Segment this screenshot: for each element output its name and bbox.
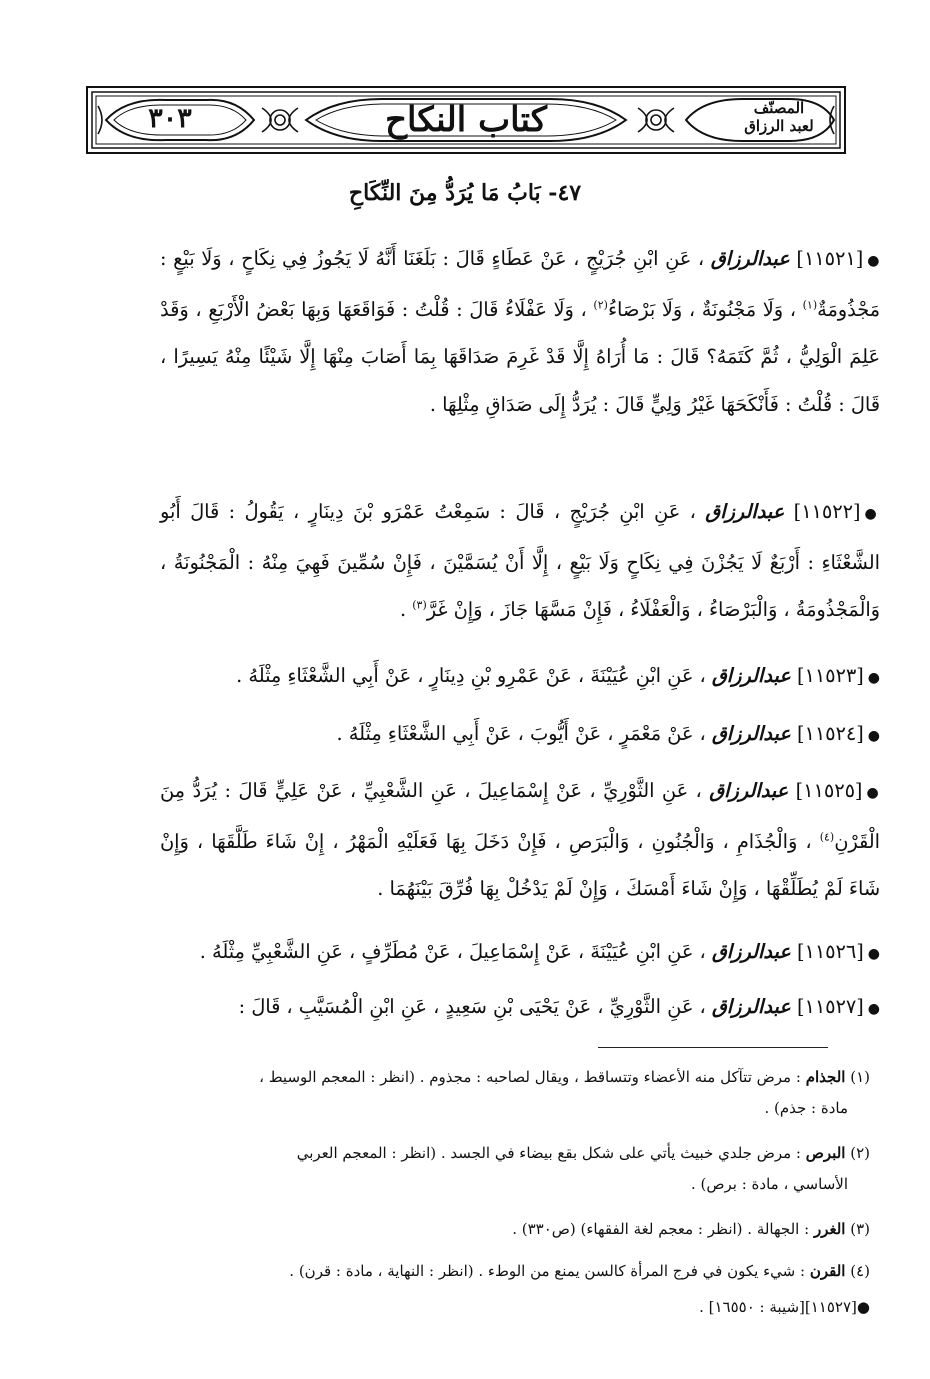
hadith-text: ، عَنِ ابْنِ جُرَيْجٍ ، قَالَ : سَمِعْتُ عَمْرَو بْنَ دِينَارٍ ، يَقُولُ : قَالَ أَبُو الشَّعْثَاءِ : أَرْبَعٌ لَا يَجُزْنَ فِي نِكَاحٍ وَلَا بَيْعٍ ، إِلَّا أَنْ يُسَمَّيْنَ ، فَإِنْ سُمِّينَ فَهِيَ مِنْهُ : الْمَجْنُونَةُ ، وَالْمَجْذُومَةُ ، وَالْبَرْصَاءُ ، وَالْعَفْلَاءُ ، فَإِنْ مَسَّهَا جَازَ ، وَإِنْ غَرَّ xyxy=(160,500,880,621)
footnote-text: : مرض جلدي خبيث يأتي على شكل بقع بيضاء في الجسد . (انظر : المعجم العربي xyxy=(296,1144,801,1162)
hadith-text: ، عَنِ الثَّوْرِيِّ ، عَنْ يَحْيَى بْنِ سَعِيدٍ ، عَنِ ابْنِ الْمُسَيَّبِ ، قَالَ : xyxy=(238,995,706,1018)
footnote-ref: (١) xyxy=(802,298,818,312)
footnote xyxy=(160,1256,870,1287)
hadith-number: [١١٥٢٥] xyxy=(795,779,863,802)
bullet: ● xyxy=(867,946,880,962)
hadith-number: [١١٥٢٧] xyxy=(796,995,864,1018)
footnote-term: البرص xyxy=(805,1144,846,1162)
footnote-marker: (٤) xyxy=(850,1262,870,1280)
hadith-paragraph xyxy=(160,710,880,761)
narrator-name: عبدالرزاق xyxy=(711,722,791,745)
chapter-title: ٤٧- بَابُ مَا يُرَدُّ مِنَ النِّكَاحِ xyxy=(348,180,582,206)
book-title: كتاب النكاح xyxy=(385,100,547,140)
hadith-number: [١١٥٢٢] xyxy=(793,500,861,523)
bullet: ● xyxy=(866,785,880,801)
footnote-text: الأساسي ، مادة : برص) . xyxy=(690,1175,848,1193)
narrator-name: عبدالرزاق xyxy=(709,779,789,802)
narrator-name: عبدالرزاق xyxy=(711,995,791,1018)
bullet: ● xyxy=(867,253,880,269)
page-header xyxy=(86,86,846,154)
footnote-marker: (٣) xyxy=(850,1220,870,1238)
bullet: ● xyxy=(864,506,880,522)
book-badge-line2: لعبد الرزاق xyxy=(744,117,814,135)
narrator-name: عبدالرزاق xyxy=(711,940,791,963)
reference-line xyxy=(160,1292,870,1323)
hadith-number: [١١٥٢٦] xyxy=(796,940,864,963)
source-reference: [شيبة : ١٦٥٥٠] . xyxy=(699,1298,805,1316)
footnote-term: القرن xyxy=(809,1262,846,1280)
hadith-paragraph xyxy=(160,928,880,979)
hadith-text: ، عَنِ ابْنِ عُيَيْنَةَ ، عَنْ عَمْرِو بْنِ دِينَارٍ ، عَنْ أَبِي الشَّعْثَاءِ مِثْلَهُ . xyxy=(236,664,706,687)
footnote-marker: (٢) xyxy=(850,1144,870,1162)
footnote-term: الجذام xyxy=(805,1068,846,1086)
footnote-term: الغرر xyxy=(813,1220,846,1238)
hadith-number: [١١٥٢٣] xyxy=(796,664,864,687)
bullet: ● xyxy=(867,670,880,686)
hadith-text: ، عَنِ ابْنِ جُرَيْجٍ ، عَنْ عَطَاءٍ قَالَ : بَلَغَنَا أَنَّهُ لَا يَجُوزُ فِي نِكَاحٍ ، وَلَا بَيْعٍ : مَجْذُومَةٌ xyxy=(160,247,880,321)
bullet: ● xyxy=(867,728,880,744)
hadith-paragraph xyxy=(160,235,880,428)
hadith-paragraph xyxy=(160,488,880,634)
hadith-paragraph xyxy=(160,767,880,913)
hadith-paragraph xyxy=(160,983,880,1034)
hadith-text: . xyxy=(399,598,407,621)
narrator-name: عبدالرزاق xyxy=(705,500,785,523)
footnote-text: مادة : جذم) . xyxy=(764,1099,848,1117)
footnote xyxy=(160,1062,870,1124)
bullet: ● xyxy=(867,1001,880,1017)
hadith-text: ، وَالْجُذَامِ ، وَالْجُنُونِ ، وَالْبَرَصِ ، فَإِنْ دَخَلَ بِهَا فَعَلَيْهِ الْمَهْرُ ، إِنْ شَاءَ طَلَّقَهَا ، وَإِنْ شَاءَ لَمْ يُطَلِّقْهَا ، وَإِنْ شَاءَ أَمْسَكَ ، وَإِنْ لَمْ يَدْخُلْ بِهَا فُرِّقَ بَيْنَهُمَا . xyxy=(160,829,880,900)
page-number: ٣٠٣ xyxy=(148,103,192,134)
footnote-text: : شيء يكون في فرج المرأة كالسن يمنع من الوطء . (انظر : النهاية ، مادة : قرن) . xyxy=(289,1262,806,1280)
bullet: ● xyxy=(856,1298,870,1316)
hadith-number: [١١٥٢٧] xyxy=(804,1298,857,1316)
footnote xyxy=(160,1138,870,1200)
hadith-text: ، عَنِ ابْنِ عُيَيْنَةَ ، عَنْ إِسْمَاعِيلَ ، عَنْ مُطَرِّفٍ ، عَنِ الشَّعْبِيِّ مِثْلَهُ . xyxy=(199,940,706,963)
footnote-text: : مرض تتآكل منه الأعضاء وتتساقط ، ويقال لصاحبه : مجذوم . (انظر : المعجم الوسيط ، xyxy=(259,1068,801,1086)
footnote-text: : الجهالة . (انظر : معجم لغة الفقهاء) (ص٣٣٠) . xyxy=(512,1220,810,1238)
hadith-paragraph xyxy=(160,652,880,703)
footnote-ref: (٤) xyxy=(819,830,835,844)
hadith-text: ، وَلَا مَجْنُونَةٌ ، وَلَا بَرْصَاءُ xyxy=(607,297,796,321)
footnote-ref: (٢) xyxy=(593,298,608,312)
book-badge-line1: المصنّف xyxy=(753,99,805,117)
hadith-text: ، وَلَا عَفْلَاءُ قَالَ : قُلْتُ : فَوَاقَعَهَا وَبِهَا بَعْضُ الْأَرْبَعِ ، وَقَدْ عَلِمَ الْوَلِيُّ ، ثُمَّ كَتَمَهُ؟ قَالَ : مَا أُرَاهُ إِلَّا قَدْ غَرِمَ صَدَاقَهَا بِمَا أَصَابَ مِنْهَا إِلَّا شَيْئًا مِنْهُ يَسِيرًا ، قَالَ : قُلْتُ : فَأَنْكَحَهَا غَيْرُ وَلِيٍّ قَالَ : يُرَدُّ إِلَى صَدَاقِ مِثْلِهَا . xyxy=(160,297,880,416)
book-badge xyxy=(736,99,822,135)
hadith-number: [١١٥٢١] xyxy=(796,247,864,270)
hadith-text: ، عَنِ الثَّوْرِيِّ ، عَنْ إِسْمَاعِيلَ ، عَنِ الشَّعْبِيِّ ، عَنْ عَلِيٍّ قَالَ : يُرَدُّ مِنَ الْقَرْنِ xyxy=(160,779,880,853)
narrator-name: عبدالرزاق xyxy=(710,247,790,270)
footnote-separator xyxy=(598,1047,828,1048)
footnote-ref: (٣) xyxy=(412,598,427,612)
hadith-number: [١١٥٢٤] xyxy=(796,722,864,745)
hadith-text: ، عَنْ مَعْمَرٍ ، عَنْ أَيُّوبَ ، عَنْ أَبِي الشَّعْثَاءِ مِثْلَهُ . xyxy=(336,722,706,745)
footnote-marker: (١) xyxy=(850,1068,870,1086)
narrator-name: عبدالرزاق xyxy=(711,664,791,687)
footnote xyxy=(160,1214,870,1245)
